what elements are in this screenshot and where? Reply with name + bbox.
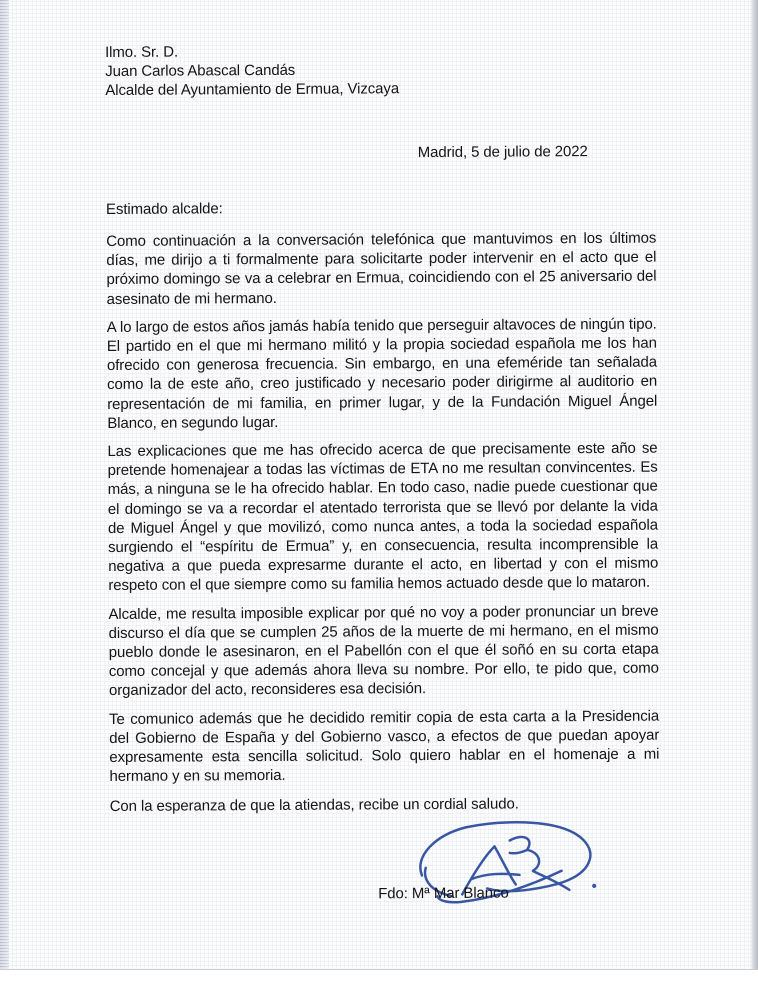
body-paragraph-2: A lo largo de estos años jamás había tenido que perseguir altavoces de ningún tipo. El partido en el que mi hermano militó y la propia sociedad española me los han ofrecido con generosa frecuencia. Sin embargo, en una efeméride tan señalada como la de este año, creo justificado y necesario poder dirigirme al auditorio en representación de mi familia, en primer lugar, y de la Fundación Miguel Ángel Blanco, en segundo lugar. [106, 315, 658, 432]
body-paragraph-5: Te comunico además que he decidido remitir copia de esta carta a la Presidencia del Gobierno de España y del Gobierno vasco, a efectos de que puedan apoyar expresamente esta sencilla solicitud. Solo quiero hablar en el homenaje a mi hermano y en su memoria. [109, 707, 660, 786]
body-paragraph-3: Las explicaciones que me has ofrecido acerca de que precisamente este año se pretende homenajear a todas las víctimas de ETA no me resultan convincentes. Es más, a ninguna se le ha ofrecido hablar. En todo caso, nadie puede cuestionar que el domingo se va a recordar el atentado terrorista que se llevó por delante la vida de Miguel Ángel y que movilizó, como nunca antes, a toda la sociedad española surgiendo el “espíritu de Ermua” y, en consecuencia, resulta incomprensible la negativa a que pueda expresarme durante el acto, en libertad y con el mismo respeto con el que siempre como su familia hemos actuado desde que lo mataron. [107, 439, 659, 595]
closing-line: Con la esperanza de que la atiendas, recibe un cordial saludo. [109, 794, 519, 815]
scan-edge-right [750, 0, 758, 970]
body-paragraph-4: Alcalde, me resulta imposible explicar por qué no voy a poder pronunciar un breve discurso el día que se cumplen 25 años de la muerte de mi hermano, en el mismo pueblo donde le asesinaron, en el Pabellón con el que él soñó en su corta etapa como concejal y que además ahora lleva su nombre. Por ello, te pido que, como organizador del acto, reconsideres esa decisión. [108, 602, 659, 700]
signature-block [110, 816, 661, 915]
recipient-line-honorific: Ilmo. Sr. D. [105, 43, 179, 61]
signature-name-label: Fdo: Mª Mar Blanco [378, 884, 509, 903]
scan-edge-left [0, 0, 9, 970]
salutation: Estimado alcalde: [105, 200, 223, 218]
scan-bottom-margin [0, 969, 758, 1000]
dateline: Madrid, 5 de julio de 2022 [417, 142, 588, 161]
recipient-line-title: Alcalde del Ayuntamiento de Ermua, Vizcaya [105, 80, 400, 100]
recipient-line-name: Juan Carlos Abascal Candás [105, 62, 296, 81]
body-paragraph-1: Como continuación a la conversación telefónica que mantuvimos en los últimos días, me dirijo a ti formalmente para solicitarte poder intervenir en el acto que el próximo domingo se va a celebrar en Ermua, coincidiendo con el 25 aniversario del asesinato de mi hermano. [106, 229, 657, 308]
recipient-block [105, 40, 655, 101]
letter-body [105, 40, 660, 916]
